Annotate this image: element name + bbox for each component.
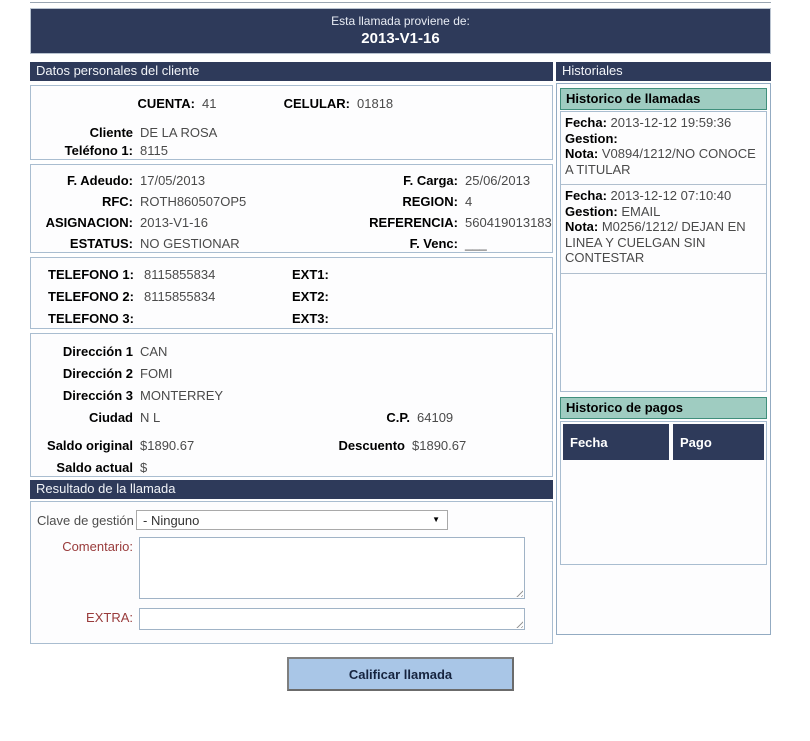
tel3-label: TELEFONO 3: (48, 311, 134, 326)
estatus-label: ESTATUS: (69, 236, 133, 251)
entry-fecha-label: Fecha: (565, 115, 607, 130)
f-adeudo-value: 17/05/2013 (140, 173, 206, 188)
descuento-value: $1890.67 (412, 438, 467, 453)
asignacion-label: ASIGNACION: (45, 215, 133, 230)
dir3-value: MONTERREY (140, 388, 224, 403)
region-label: REGION: (402, 194, 458, 209)
dir3-label: Dirección 3 (62, 388, 133, 403)
estatus-value: NO GESTIONAR (140, 236, 240, 251)
resultado-header: Resultado de la llamada (30, 480, 553, 499)
entry-fecha-label: Fecha: (565, 188, 607, 203)
ext3-label: EXT3: (292, 311, 329, 326)
call-origin-banner (30, 8, 771, 54)
telefono-label: Teléfono 1: (64, 143, 133, 158)
entry-gestion-label: Gestion: (565, 203, 618, 219)
top-divider (30, 2, 771, 3)
rfc-value: ROTH860507OP5 (140, 194, 247, 209)
client-identity-box (30, 85, 553, 160)
pagos-column-pago: Pago (673, 424, 764, 460)
chevron-down-icon: ▼ (432, 515, 440, 524)
dir1-value: CAN (140, 344, 168, 359)
f-carga-value: 25/06/2013 (465, 173, 531, 188)
entry-fecha-value: 2013-12-12 19:59:36 (610, 115, 732, 130)
cp-value: 64109 (417, 410, 454, 425)
saldo-actual-label: Saldo actual (56, 460, 133, 475)
extra-textarea[interactable] (139, 608, 525, 630)
cliente-label: Cliente (89, 125, 133, 140)
call-history-entry (561, 185, 766, 274)
pagos-column-fecha: Fecha (563, 424, 669, 460)
client-data-column (30, 62, 553, 644)
cuenta-label: CUENTA: (137, 96, 195, 111)
f-venc-label: F. Venc: (409, 236, 458, 251)
cuenta-value: 41 (202, 96, 217, 111)
saldo-original-label: Saldo original (47, 438, 133, 453)
historiales-box (556, 83, 771, 635)
dir2-label: Dirección 2 (62, 366, 133, 381)
dir1-label: Dirección 1 (62, 344, 133, 359)
historiales-column (556, 62, 771, 635)
campaign-title: 2013-V1-16 (361, 30, 440, 47)
ciudad-label: Ciudad (88, 410, 133, 425)
address-balance-box (30, 333, 553, 477)
tel2-value: 8115855834 (144, 289, 216, 304)
f-carga-label: F. Carga: (403, 173, 458, 188)
celular-label: CELULAR: (283, 96, 350, 111)
tel1-label: TELEFONO 1: (48, 267, 134, 282)
client-panel-header: Datos personales del cliente (30, 62, 553, 81)
account-detail-box (30, 164, 553, 253)
banner-subtitle: Esta llamada proviene de: (331, 14, 470, 28)
historico-llamadas-header: Historico de llamadas (560, 88, 767, 110)
f-adeudo-label: F. Adeudo: (67, 173, 133, 188)
payment-history-table (560, 421, 767, 565)
referencia-value: 560419013183 (465, 215, 552, 230)
calificar-llamada-button[interactable]: Calificar llamada (287, 657, 514, 691)
ext1-label: EXT1: (292, 267, 329, 282)
resultado-box (30, 501, 553, 644)
historico-pagos-header: Historico de pagos (560, 397, 767, 419)
dir2-value: FOMI (140, 366, 173, 381)
region-value: 4 (465, 194, 473, 209)
crm-call-page (30, 2, 771, 741)
f-venc-value: ___ (465, 236, 487, 251)
cp-label: C.P. (386, 410, 410, 425)
entry-nota-label: Nota: (565, 146, 599, 161)
comentario-label: Comentario: (62, 539, 133, 554)
entry-nota-value: V0894/1212/NO CONOCE A TITULAR (565, 146, 756, 177)
tel1-value: 8115855834 (144, 267, 216, 282)
historiales-header: Historiales (556, 62, 771, 81)
celular-value: 01818 (357, 96, 394, 111)
clave-gestion-selected-value: - Ninguno (143, 512, 200, 528)
descuento-label: Descuento (338, 438, 405, 453)
entry-fecha-value: 2013-12-12 07:10:40 (610, 188, 732, 203)
extra-label: EXTRA: (86, 610, 133, 625)
asignacion-value: 2013-V1-16 (140, 215, 208, 230)
tel2-label: TELEFONO 2: (48, 289, 134, 304)
ciudad-value: N L (140, 410, 161, 425)
saldo-actual-value: $ (140, 460, 148, 475)
ext2-label: EXT2: (292, 289, 329, 304)
comentario-textarea[interactable] (139, 537, 525, 599)
telefono-value: 8115 (140, 143, 168, 158)
clave-gestion-label: Clave de gestión (37, 512, 134, 528)
entry-nota-label: Nota: (565, 219, 599, 234)
clave-gestion-select[interactable] (136, 510, 448, 530)
saldo-original-value: $1890.67 (140, 438, 195, 453)
call-history-list (560, 111, 767, 392)
referencia-label: REFERENCIA: (369, 215, 458, 230)
entry-gestion-label: Gestion: (565, 130, 618, 146)
entry-nota-value: M0256/1212/ DEJAN EN LINEA Y CUELGAN SIN CONTESTAR (565, 219, 746, 265)
call-history-entry (561, 112, 766, 185)
rfc-label: RFC: (101, 194, 133, 209)
phones-box (30, 257, 553, 329)
entry-gestion-value: EMAIL (621, 203, 661, 219)
cliente-value: DE LA ROSA (140, 125, 218, 140)
